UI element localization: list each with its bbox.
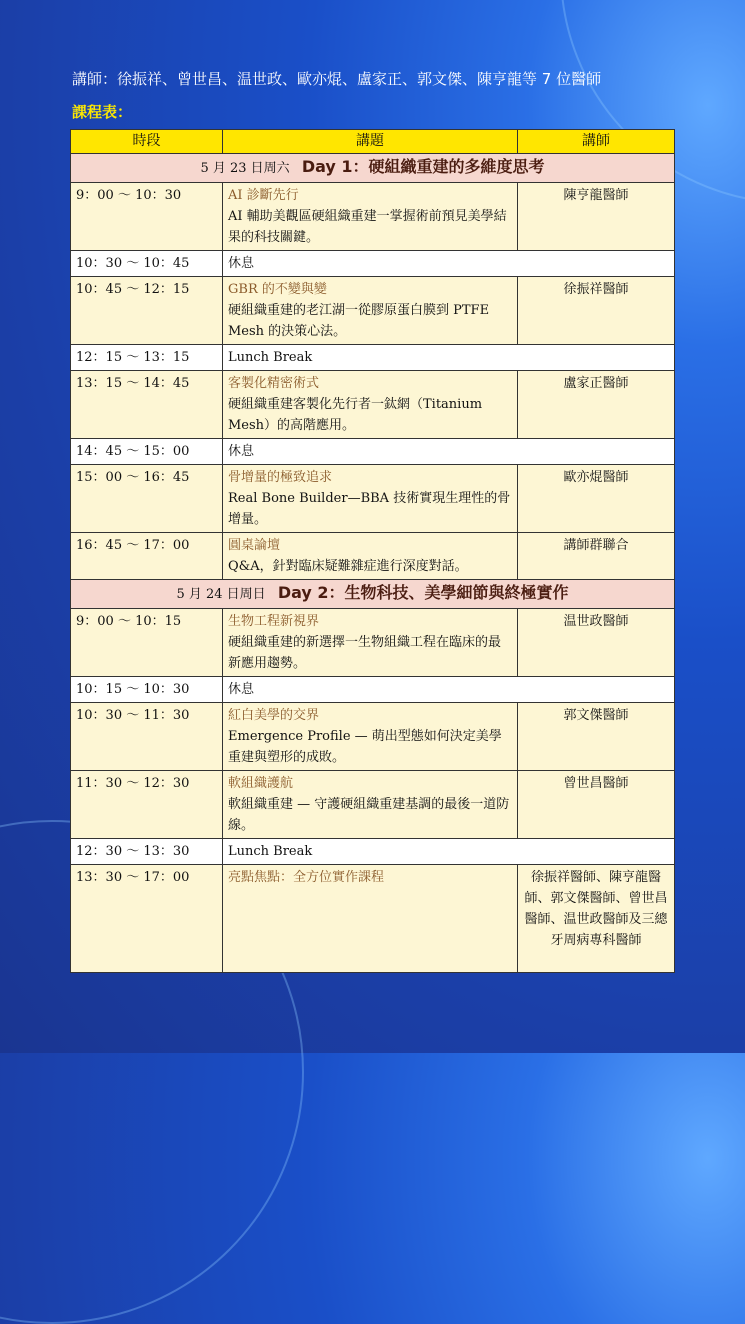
row-topic-title: 軟組織護航 (228, 776, 294, 791)
row-teacher: 歐亦焜醫師 (518, 465, 675, 533)
row-time: 10：30 ～ 10：45 (71, 251, 223, 277)
table-row (71, 251, 675, 277)
row-teacher: 徐振祥醫師 (518, 277, 675, 345)
row-topic-title: 生物工程新視界 (228, 614, 320, 629)
row-topic: Lunch Break (223, 345, 675, 371)
row-topic-title: 骨增量的極致追求 (228, 470, 333, 485)
row-topic (223, 865, 518, 973)
row-topic: 休息 (223, 439, 675, 465)
table-row (71, 183, 675, 251)
row-time: 11：30 ～ 12：30 (71, 771, 223, 839)
header-topic: 講題 (223, 130, 518, 154)
row-time: 15：00 ～ 16：45 (71, 465, 223, 533)
row-topic-title: 圓桌論壇 (228, 538, 281, 553)
row-topic-title: 紅白美學的交界 (228, 708, 320, 723)
row-time: 9：00 ～ 10：15 (71, 609, 223, 677)
row-teacher: 曾世昌醫師 (518, 771, 675, 839)
row-topic (223, 771, 518, 839)
header-teacher: 講師 (518, 130, 675, 154)
day1-row (71, 154, 675, 183)
row-time: 10：45 ～ 12：15 (71, 277, 223, 345)
schedule-label: 課程表： (72, 103, 133, 121)
table-row (71, 533, 675, 580)
day1-date: 5 月 23 日周六 (200, 161, 290, 176)
day1-title: Day 1：硬組織重建的多維度思考 (301, 157, 545, 176)
table-row (71, 371, 675, 439)
table-row (71, 703, 675, 771)
header-row (71, 130, 675, 154)
row-topic-title: AI 診斷先行 (228, 188, 299, 203)
row-topic-desc: 硬組織重建的老江湖一從膠原蛋白膜到 PTFE Mesh 的決策心法。 (228, 303, 490, 339)
row-topic: Lunch Break (223, 839, 675, 865)
row-topic-title: 客製化精密術式 (228, 376, 320, 391)
row-teacher: 徐振祥醫師、陳亨龍醫師、郭文傑醫師、曾世昌醫師、温世政醫師及三總牙周病專科醫師 (518, 865, 675, 973)
row-teacher: 郭文傑醫師 (518, 703, 675, 771)
table-row (71, 839, 675, 865)
row-topic-desc: Q&A，針對臨床疑難雜症進行深度對話。 (228, 559, 468, 574)
row-topic-desc: 軟組織重建 — 守護硬組織重建基調的最後一道防線。 (228, 797, 510, 833)
table-row (71, 439, 675, 465)
table-row (71, 865, 675, 973)
row-time: 13：30 ～ 17：00 (71, 865, 223, 973)
table-row (71, 465, 675, 533)
row-topic: 休息 (223, 251, 675, 277)
row-topic (223, 277, 518, 345)
row-time: 16：45 ～ 17：00 (71, 533, 223, 580)
table-row (71, 277, 675, 345)
speakers-line: 講師：徐振祥、曾世昌、温世政、歐亦焜、盧家正、郭文傑、陳亨龍等 7 位醫師 (72, 70, 602, 88)
table-row (71, 609, 675, 677)
row-topic-desc: 硬組織重建客製化先行者一鈦網（Titanium Mesh）的高階應用。 (228, 397, 483, 433)
header-time: 時段 (71, 130, 223, 154)
row-teacher: 盧家正醫師 (518, 371, 675, 439)
row-topic (223, 703, 518, 771)
schedule-table (70, 129, 675, 973)
row-time: 12：15 ～ 13：15 (71, 345, 223, 371)
row-topic (223, 183, 518, 251)
row-topic-desc: Real Bone Builder—BBA 技術實現生理性的骨增量。 (228, 491, 511, 527)
row-topic (223, 371, 518, 439)
row-topic (223, 609, 518, 677)
row-time: 12：30 ～ 13：30 (71, 839, 223, 865)
row-topic-desc: AI 輔助美觀區硬組織重建一掌握術前預見美學結果的科技關鍵。 (228, 209, 507, 245)
row-topic (223, 465, 518, 533)
row-topic: 休息 (223, 677, 675, 703)
row-teacher: 温世政醫師 (518, 609, 675, 677)
day2-row (71, 580, 675, 609)
row-time: 10：30 ～ 11：30 (71, 703, 223, 771)
row-time: 13：15 ～ 14：45 (71, 371, 223, 439)
day2-title: Day 2：生物科技、美學細節與終極實作 (277, 583, 569, 602)
row-topic-title: 亮點焦點：全方位實作課程 (228, 870, 385, 885)
row-time: 9：00 ～ 10：30 (71, 183, 223, 251)
row-time: 10：15 ～ 10：30 (71, 677, 223, 703)
row-topic-title: GBR 的不變與變 (228, 282, 327, 297)
row-time: 14：45 ～ 15：00 (71, 439, 223, 465)
row-topic (223, 533, 518, 580)
row-teacher: 陳亨龍醫師 (518, 183, 675, 251)
row-topic-desc: 硬組織重建的新選擇一生物組織工程在臨床的最新應用趨勢。 (228, 635, 502, 671)
table-row (71, 677, 675, 703)
row-teacher: 講師群聯合 (518, 533, 675, 580)
table-row (71, 771, 675, 839)
row-topic-desc: Emergence Profile — 萌出型態如何決定美學重建與塑形的成敗。 (228, 729, 502, 765)
table-row (71, 345, 675, 371)
day2-date: 5 月 24 日周日 (176, 587, 266, 602)
